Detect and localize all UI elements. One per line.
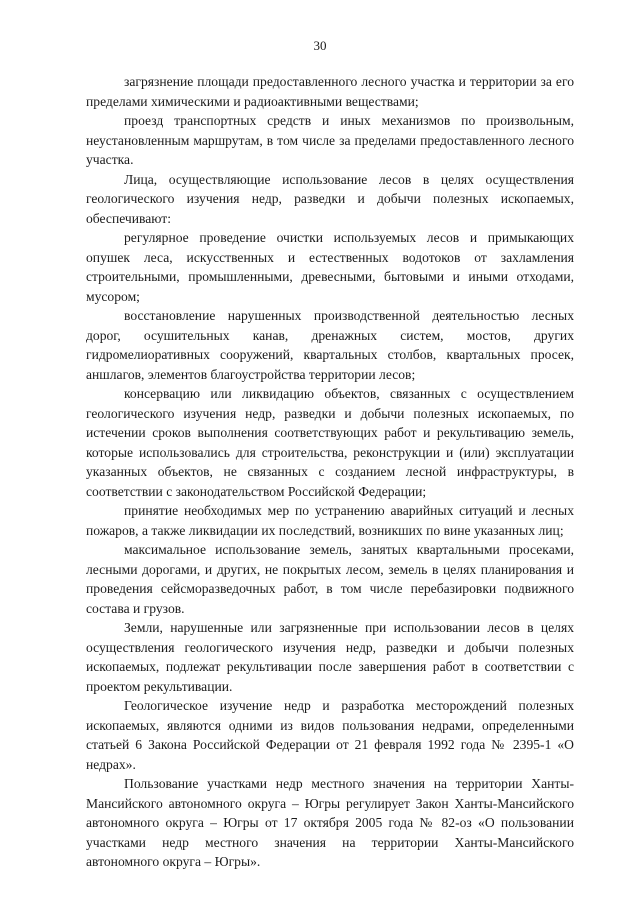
paragraph-conservation: консервацию или ликвидацию объектов, связанных с осуществлением геологического изучения недр, разведки и добычи полезных ископаемых, по истечении сроков выполнения соответствующих работ и рекультивацию земель, которые использовались для строительства, реконструкции и (или) эксплуатации указанных объектов, не связанных с созданием лесной инфраструктуры, в соответствии с законодательством Российской Федерации;	[86, 386, 574, 499]
paragraph-obligations-intro: Лица, осуществляющие использование лесов в целях осуществления геологического изучения недр, разведки и добычи полезных ископаемых, обеспечивают:	[86, 171, 574, 226]
paragraph-subsoil-law: Пользование участками недр местного значения на территории Ханты-Мансийского автономного округа – Югры регулирует Закон Ханты-Мансийского автономного округа – Югры от 17 октября 2005 года № 82-оз «О пользовании участками недр местного значения на территории Ханты-Мансийского автономного округа – Югры».	[86, 776, 574, 869]
document-body	[86, 72, 574, 872]
paragraph-pollution: загрязнение площади предоставленного лесного участка и территории за его пределами химическими и радиоактивными веществами;	[86, 74, 574, 109]
page-number: 30	[313, 38, 327, 53]
paragraph-emergency-measures: принятие необходимых мер по устранению аварийных ситуаций и лесных пожаров, а также ликвидации их последствий, возникших по вине указанных лиц;	[86, 503, 574, 538]
paragraph-recultivation: Земли, нарушенные или загрязненные при использовании лесов в целях осуществления геологического изучения недр, разведки и добычи полезных ископаемых, подлежат рекультивации после завершения работ в соответствии с проектом рекультивации.	[86, 620, 574, 694]
paragraph-geological-study: Геологическое изучение недр и разработка месторождений полезных ископаемых, являются одними из видов пользования недрами, определенными статьей 6 Закона Российской Федерации от 21 февраля 1992 года № 2395-1 «О недрах».	[86, 698, 574, 772]
paragraph-land-use: максимальное использование земель, занятых квартальными просеками, лесными дорогами, и других, не покрытых лесом, земель в целях планирования и проведения сейсморазведочных работ, в том числе перебазировки подвижного состава и грузов.	[86, 542, 574, 616]
paragraph-restoration: восстановление нарушенных производственной деятельностью лесных дорог, осушительных канав, дренажных систем, мостов, других гидромелиоративных сооружений, квартальных столбов, квартальных просек, аншлагов, элементов благоустройства территории лесов;	[86, 308, 574, 382]
paragraph-vehicle-passage: проезд транспортных средств и иных механизмов по произвольным, неустановленным маршрутам, в том числе за пределами предоставленного лесного участка.	[86, 113, 574, 167]
paragraph-cleaning: регулярное проведение очистки используемых лесов и примыкающих опушек леса, искусственных и естественных водотоков от захламления строительными, промышленными, древесными, бытовыми и иными отходами, мусором;	[86, 230, 574, 304]
